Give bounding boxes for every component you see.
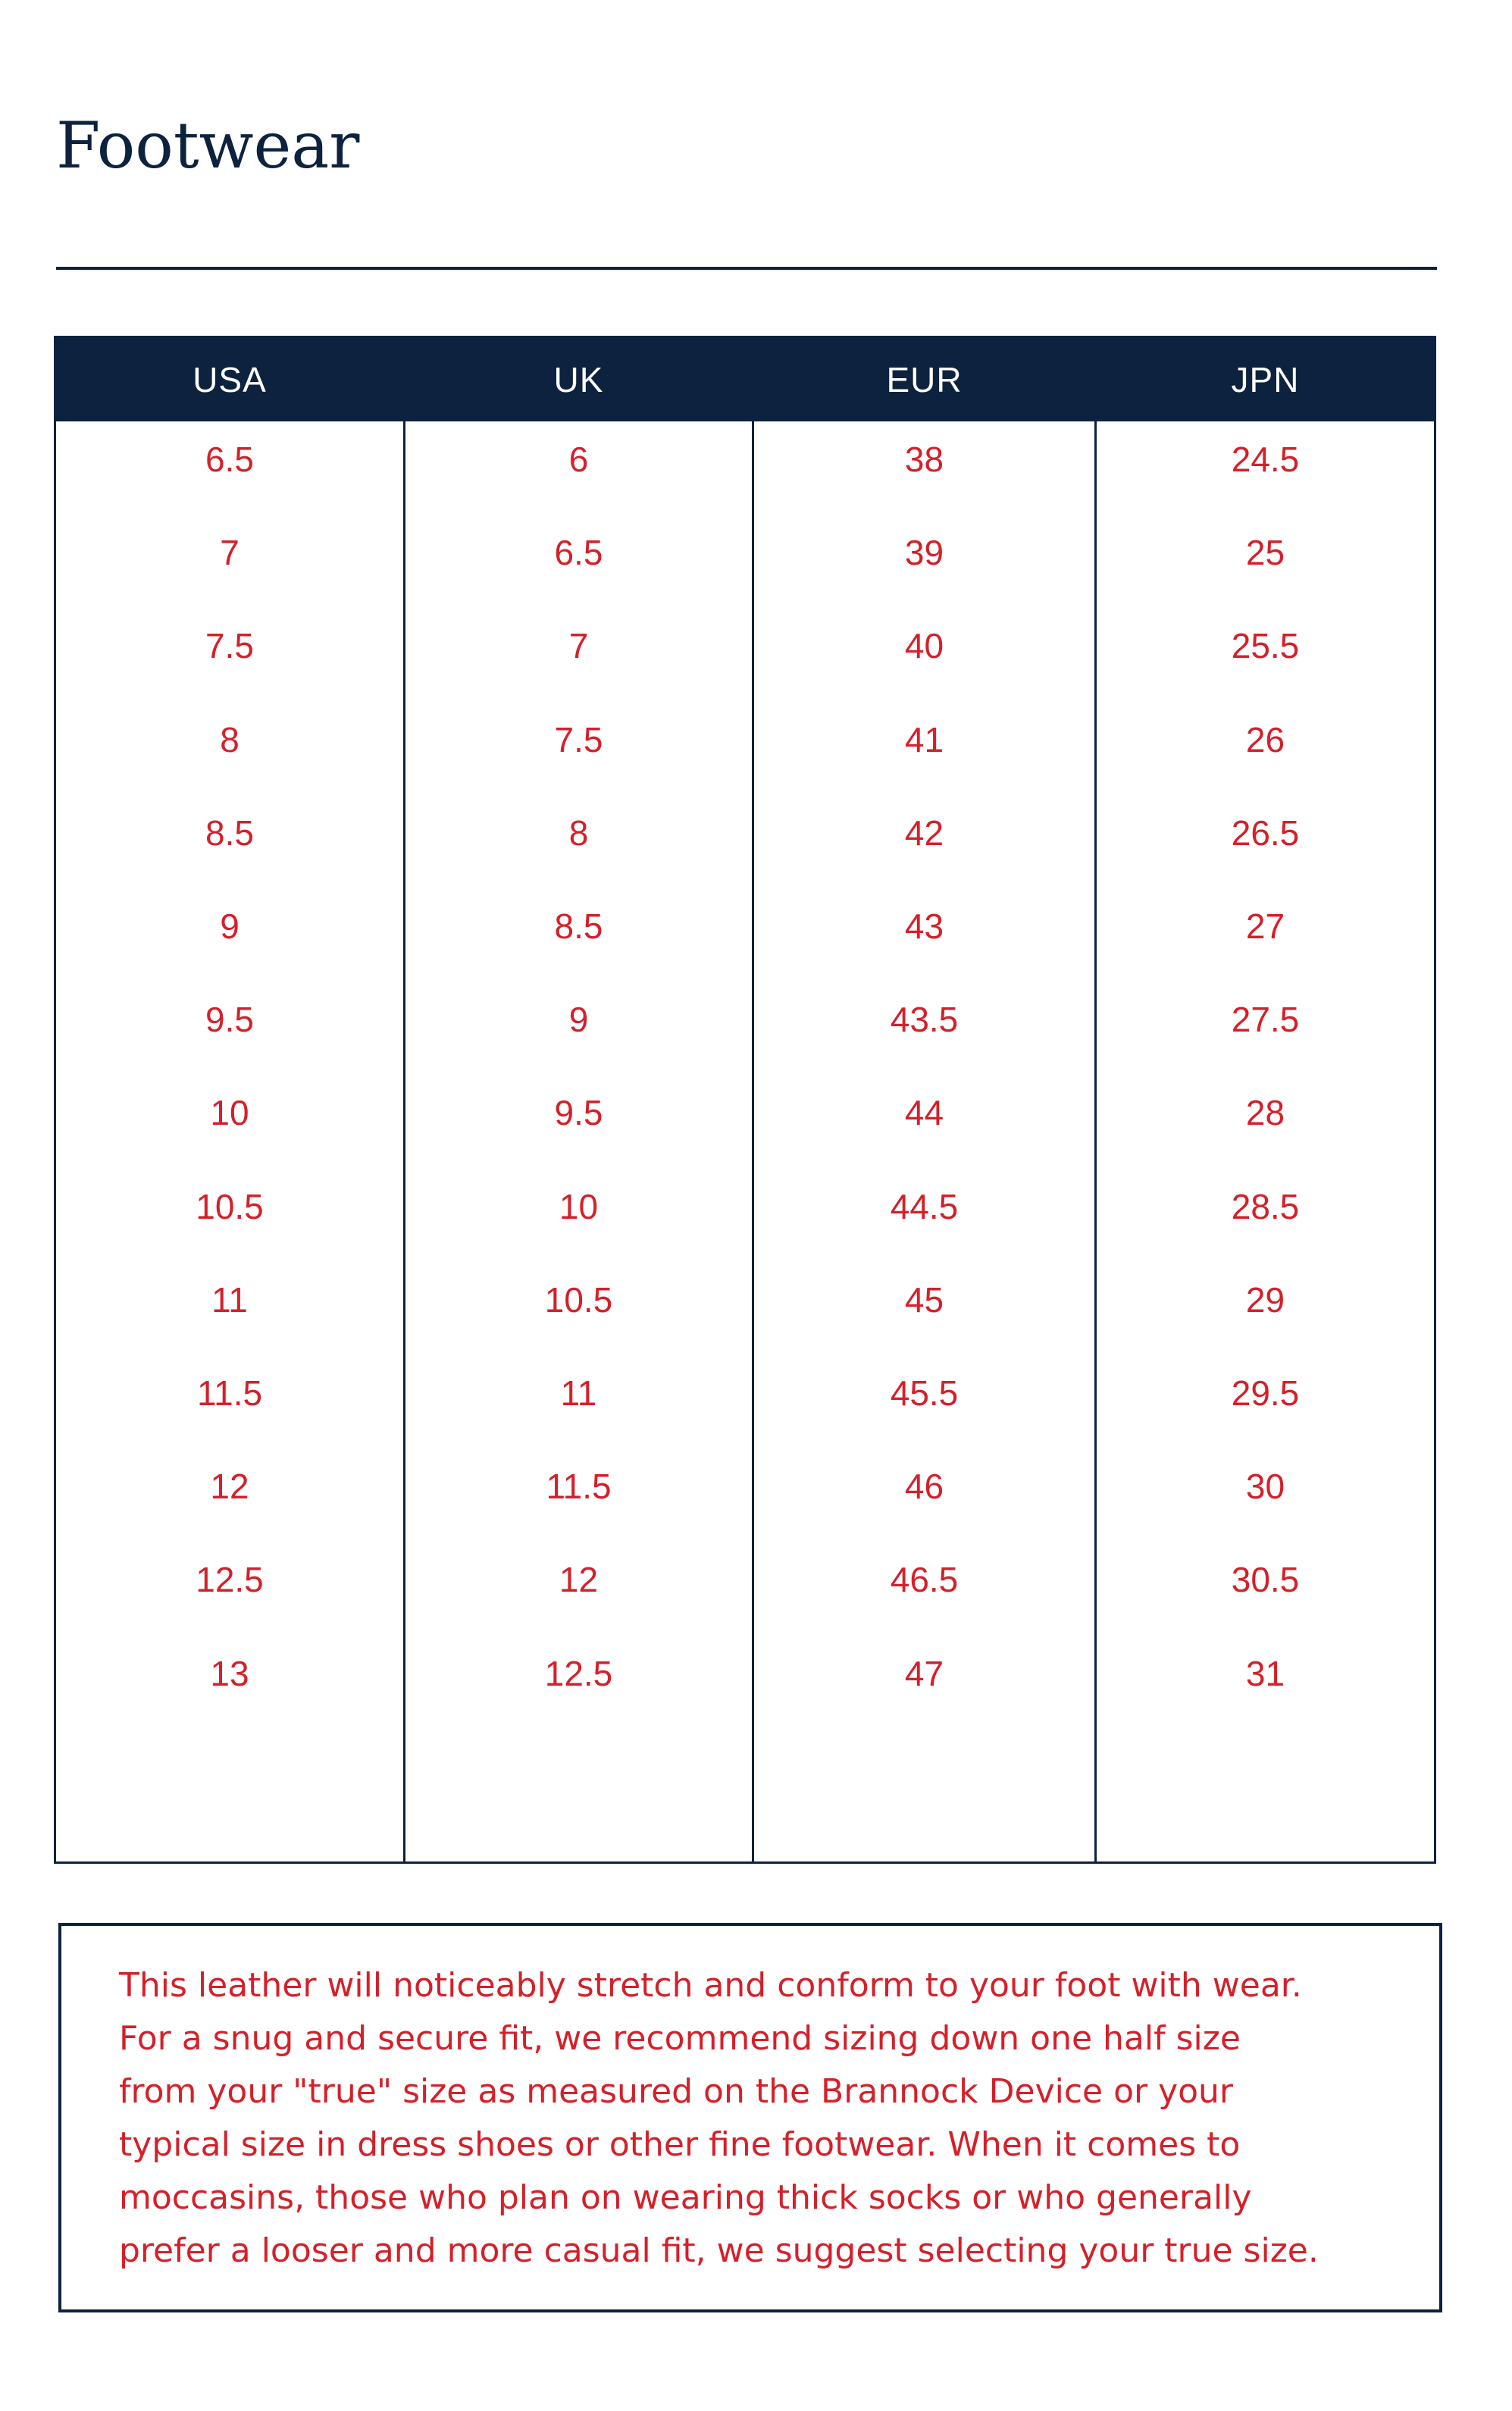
- table-cell: 9.5: [205, 1000, 254, 1040]
- table-cell: 7: [220, 533, 239, 573]
- table-cell: 12.5: [544, 1653, 613, 1693]
- table-cell: 31: [1245, 1653, 1285, 1693]
- table-cell: 10.5: [544, 1279, 613, 1320]
- table-cell: 26.5: [1231, 813, 1300, 853]
- table-cell: 46.5: [890, 1560, 959, 1600]
- table-cell: 13: [210, 1653, 249, 1693]
- table-cell: 28.5: [1231, 1186, 1300, 1226]
- column-jpn: [1097, 338, 1434, 1861]
- fit-note-box: [58, 1923, 1442, 2312]
- column-divider: [752, 421, 754, 1861]
- table-cell: 25.5: [1231, 626, 1300, 666]
- table-cell: 42: [904, 813, 944, 853]
- table-cell: 7.5: [554, 719, 603, 759]
- table-cell: 12.5: [196, 1560, 264, 1600]
- table-cell: 12: [559, 1560, 599, 1600]
- table-cell: 43.5: [890, 1000, 959, 1040]
- page-title: Footwear: [56, 108, 360, 183]
- table-cell: 8: [568, 813, 589, 853]
- fit-note-line: typical size in dress shoes or other fine footwear. When it comes to: [119, 2125, 1241, 2164]
- table-cell: 8.5: [554, 906, 603, 946]
- table-cell: 43: [904, 906, 944, 946]
- column-uk: [405, 338, 752, 1861]
- table-cell: 11: [211, 1279, 248, 1320]
- table-cell: 47: [904, 1653, 944, 1693]
- table-cell: 6.5: [554, 533, 603, 573]
- table-cell: 29: [1245, 1279, 1285, 1320]
- fit-note-line: from your "true" size as measured on the Brannock Device or your: [119, 2072, 1234, 2111]
- table-cell: 7.5: [205, 626, 254, 666]
- table-cell: 28: [1245, 1093, 1285, 1133]
- table-cell: 45.5: [890, 1373, 959, 1413]
- table-cell: 10.5: [196, 1186, 264, 1226]
- table-cell: 27.5: [1231, 1000, 1300, 1040]
- table-cell: 39: [904, 533, 944, 573]
- table-cell: 9: [568, 1000, 589, 1040]
- fit-note-line: This leather will noticeably stretch and conform to your foot with wear.: [119, 1966, 1302, 2005]
- table-cell: 40: [904, 626, 944, 666]
- table-cell: 45: [904, 1279, 944, 1320]
- table-cell: 29.5: [1231, 1373, 1300, 1413]
- table-cell: 10: [559, 1186, 599, 1226]
- size-chart-table: [54, 336, 1436, 1864]
- table-cell: 11: [560, 1373, 597, 1413]
- table-cell: 9: [220, 906, 239, 946]
- fit-note-line: moccasins, those who plan on wearing thick socks or who generally: [119, 2178, 1252, 2217]
- table-cell: 26: [1245, 719, 1285, 759]
- table-cell: 44.5: [890, 1186, 959, 1226]
- title-divider: [56, 267, 1437, 270]
- table-cell: 11.5: [196, 1373, 263, 1413]
- table-cell: 46: [904, 1467, 944, 1507]
- table-cell: 10: [210, 1093, 249, 1133]
- column-usa: [56, 338, 403, 1861]
- column-header-uk: UK: [553, 360, 604, 399]
- table-cell: 11.5: [546, 1467, 612, 1507]
- table-cell: 27: [1245, 906, 1285, 946]
- fit-note-line: For a snug and secure fit, we recommend sizing down one half size: [119, 2019, 1241, 2058]
- table-cell: 9.5: [554, 1093, 603, 1133]
- table-cell: 12: [210, 1467, 249, 1507]
- column-eur: [754, 338, 1094, 1861]
- table-cell: 24.5: [1231, 440, 1300, 479]
- table-cell: 30: [1245, 1467, 1285, 1507]
- table-cell: 41: [904, 719, 944, 759]
- table-cell: 6.5: [205, 440, 254, 479]
- fit-note-line: prefer a looser and more casual fit, we suggest selecting your true size.: [119, 2231, 1319, 2270]
- table-cell: 30.5: [1231, 1560, 1300, 1600]
- table-cell: 7: [568, 626, 589, 666]
- table-cell: 8.5: [205, 813, 254, 853]
- table-cell: 6: [568, 440, 589, 479]
- fit-note-text: [119, 1959, 1423, 2278]
- column-header-eur: EUR: [886, 360, 963, 399]
- column-divider: [1094, 421, 1097, 1861]
- table-cell: 38: [904, 440, 944, 479]
- column-divider: [403, 421, 405, 1861]
- table-cell: 25: [1245, 533, 1285, 573]
- column-header-usa: USA: [193, 360, 267, 399]
- table-cell: 44: [904, 1093, 944, 1133]
- table-cell: 8: [220, 719, 239, 759]
- column-header-jpn: JPN: [1231, 360, 1300, 399]
